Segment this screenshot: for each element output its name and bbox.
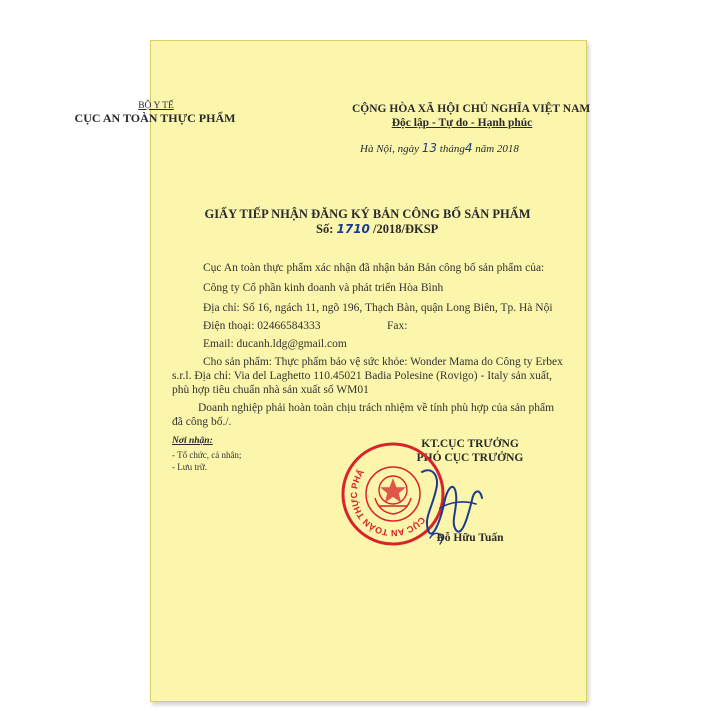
national-emblem-icon xyxy=(375,476,411,514)
signer-name: Đỗ Hữu Tuấn xyxy=(436,532,504,544)
agency-name: CỤC AN TOÀN THỰC PHẨM xyxy=(74,111,236,125)
product-line: phù hợp tiêu chuẩn nhà sản xuất số WM01 xyxy=(172,384,369,396)
date-prefix: Hà Nội, ngày xyxy=(360,143,419,155)
date-month-label: tháng xyxy=(439,143,465,155)
seal-text: CỤC AN TOÀN THỰC PHẨM xyxy=(348,467,428,539)
document-number xyxy=(316,222,438,237)
recipients-title: Nơi nhận: xyxy=(172,436,213,446)
company-email: Email: ducanh.ldg@gmail.com xyxy=(203,338,347,350)
signature-title-2: PHÓ CỤC TRƯỞNG xyxy=(416,452,524,464)
responsibility-line: Doanh nghiệp phải hoàn toàn chịu trách nhiệm về tính phù hợp của sản phẩm xyxy=(198,402,555,414)
recipient-item: - Tổ chức, cá nhân; xyxy=(172,450,242,460)
recipient-item: - Lưu trữ. xyxy=(172,462,207,472)
date-year: năm 2018 xyxy=(475,143,519,155)
national-motto: Độc lập - Tự do - Hạnh phúc xyxy=(391,117,533,129)
company-phone: Điện thoại: 02466584333 xyxy=(203,320,321,332)
ministry-name: BỘ Y TẾ xyxy=(138,101,174,111)
company-name: Công ty Cổ phần kinh doanh và phát triển Hòa Bình xyxy=(203,282,444,294)
national-title: CỘNG HÒA XÃ HỘI CHỦ NGHĨA VIỆT NAM xyxy=(352,103,591,115)
number-handwritten: 1710 xyxy=(336,222,370,236)
issue-date xyxy=(360,141,519,155)
company-address: Địa chỉ: Số 16, ngách 11, ngõ 196, Thạch Bàn, quận Long Biên, Tp. Hà Nội xyxy=(203,302,553,314)
product-line: Cho sản phẩm: Thực phẩm bảo vệ sức khỏe: Wonder Mama do Công ty Erbex xyxy=(203,356,563,368)
date-day: 13 xyxy=(421,141,438,155)
product-line: s.r.l. Địa chỉ: Via del Laghetto 110.45021 Badia Polesine (Rovigo) - Italy sản xuất, xyxy=(172,370,553,382)
number-suffix: /2018/ĐKSP xyxy=(373,222,439,236)
company-fax: Fax: xyxy=(387,320,408,332)
responsibility-line: đã công bố./. xyxy=(172,416,232,428)
document-title: GIẤY TIẾP NHẬN ĐĂNG KÝ BẢN CÔNG BỐ SẢN PHẨM xyxy=(204,207,531,221)
date-month: 4 xyxy=(464,141,473,155)
number-label: Số: xyxy=(316,222,334,236)
signature-title-1: KT.CỤC TRƯỞNG xyxy=(421,438,519,450)
intro-text: Cục An toàn thực phẩm xác nhận đã nhận bản Bản công bố sản phẩm của: xyxy=(203,262,545,274)
